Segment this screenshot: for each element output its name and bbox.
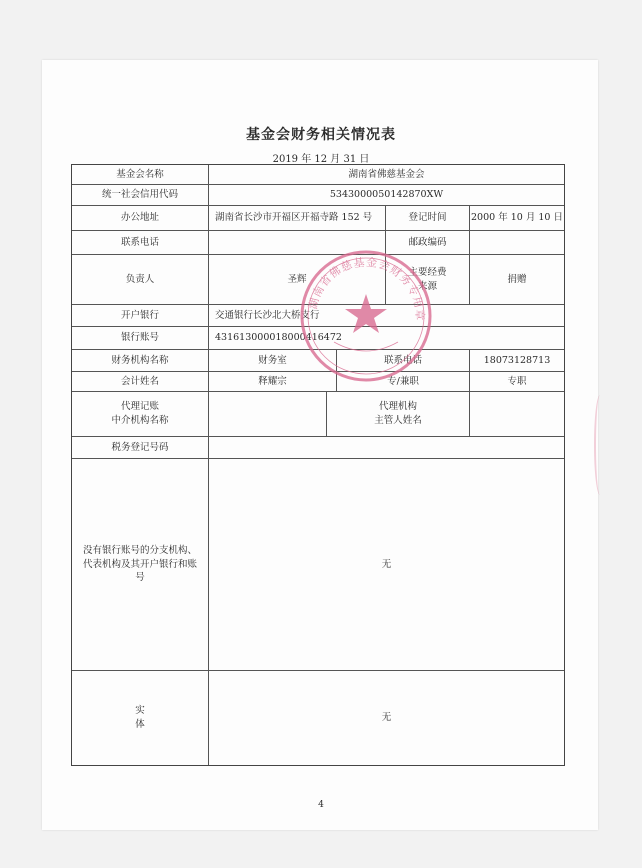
value-role: 专职 <box>470 372 564 392</box>
value-accountant: 释耀宗 <box>209 372 337 392</box>
value-branches: 无 <box>209 459 564 671</box>
value-phone <box>209 231 386 255</box>
svg-text:湖南省佛慈基金会财务专用章: 湖南省佛慈基金会财务专用章 <box>306 255 427 322</box>
label-leader: 负责人 <box>72 255 209 305</box>
label-bank: 开户银行 <box>72 305 209 327</box>
label-role: 专/兼职 <box>337 372 470 392</box>
label-funding-source-line2: 来源 <box>417 280 437 292</box>
label-agency-supervisor-line2: 主管人姓名 <box>374 415 422 426</box>
value-credit-code: 5343000050142870XW <box>209 185 564 206</box>
label-tax: 税务登记号码 <box>72 437 209 459</box>
label-agency <box>72 392 209 437</box>
report-date: 2019 年 12 月 31 日 <box>272 154 370 165</box>
label-branches-line1: 没有银行账号的分支机构、 <box>82 544 197 556</box>
value-entity: 无 <box>381 712 392 724</box>
label-agency-line2: 中介机构名称 <box>111 415 169 426</box>
label-account: 银行账号 <box>72 327 209 350</box>
label-branches-line3: 号 <box>135 572 145 584</box>
label-contact-phone: 联系电话 <box>337 350 470 372</box>
value-leader: 圣辉 <box>209 255 386 305</box>
value-agency <box>209 392 327 437</box>
value-funding-source: 捐赠 <box>470 255 564 305</box>
label-finance-dept: 财务机构名称 <box>72 350 209 372</box>
label-entity <box>72 671 209 765</box>
label-agency-supervisor-line1: 代理机构 <box>378 401 417 413</box>
value-account: 431613000018000416472 <box>209 327 564 350</box>
label-agency-supervisor <box>327 392 470 437</box>
label-funding-source <box>386 255 470 305</box>
value-agency-supervisor <box>470 392 564 437</box>
label-branches <box>72 459 209 671</box>
value-contact-phone: 18073128713 <box>470 350 564 372</box>
value-finance-dept: 财务室 <box>209 350 337 372</box>
document-title: 基金会财务相关情况表 <box>246 127 396 143</box>
value-address: 湖南省长沙市开福区开福寺路 152 号 <box>209 206 386 231</box>
label-entity-line1: 实 <box>135 705 145 717</box>
page-number: 4 <box>318 800 324 810</box>
label-agency-line1: 代理记账 <box>120 401 159 413</box>
label-branches-line2: 代表机构及其开户银行和账 <box>82 558 197 570</box>
label-name: 基金会名称 <box>72 165 209 185</box>
value-reg-time: 2000 年 10 月 10 日 <box>470 206 564 231</box>
label-accountant: 会计姓名 <box>72 372 209 392</box>
page-edge-stamp-mark <box>594 395 606 495</box>
label-funding-source-line1: 主要经费 <box>408 266 447 278</box>
value-postcode <box>470 231 564 255</box>
value-tax <box>209 437 564 459</box>
finance-info-table <box>71 164 565 766</box>
label-postcode: 邮政编码 <box>386 231 470 255</box>
label-entity-line2: 体 <box>135 719 145 730</box>
label-address: 办公地址 <box>72 206 209 231</box>
label-credit-code: 统一社会信用代码 <box>72 185 209 206</box>
value-bank: 交通银行长沙北大桥支行 <box>209 305 564 327</box>
value-name: 湖南省佛慈基金会 <box>209 165 564 185</box>
label-phone: 联系电话 <box>72 231 209 255</box>
label-reg-time: 登记时间 <box>386 206 470 231</box>
